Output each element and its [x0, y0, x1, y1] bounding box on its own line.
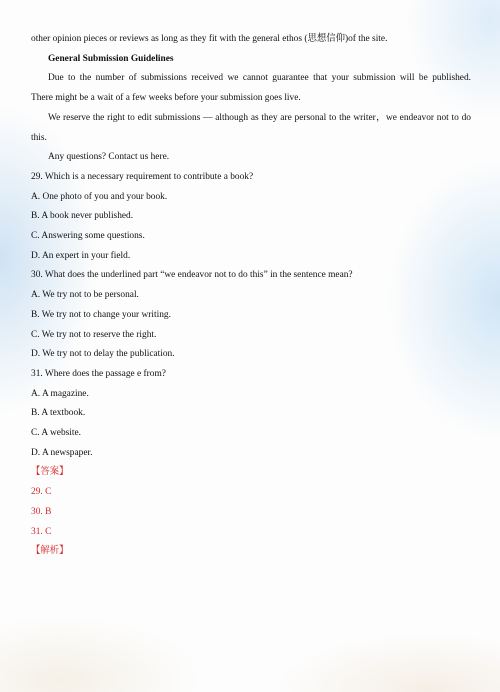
document-body	[31, 30, 471, 562]
option-c: C. A website.	[31, 428, 81, 439]
question-29	[31, 168, 471, 267]
answer-heading: 【答案】	[31, 467, 69, 478]
option-a: A. A magazine.	[31, 388, 89, 399]
question-31	[31, 365, 471, 464]
option-d: D. An expert in your field.	[31, 250, 131, 261]
option-d: D. We try not to delay the publication.	[31, 349, 175, 360]
answer-item: 29. C	[31, 487, 52, 498]
paragraph-3: Any questions? Contact us here.	[48, 152, 170, 163]
question-stem: 30. What does the underlined part “we endeavor not to do this” in the sentence mean?	[31, 270, 353, 281]
answer-section	[31, 463, 471, 562]
option-b: B. We try not to change your writing.	[31, 309, 171, 320]
question-stem: 31. Where does the passage e from?	[31, 368, 166, 379]
passage-intro-line: other opinion pieces or reviews as long as they fit with the general ethos (思想信仰)of the site.	[31, 34, 388, 44]
guidelines-heading: General Submission Guidelines	[48, 53, 174, 64]
paragraph-1-line-2: There might be a wait of a few weeks before your submission goes live.	[31, 93, 301, 104]
paragraph-2-line-1: We reserve the right to edit submissions — although as they are personal to the writer，we endeavor not to do	[48, 112, 471, 123]
option-a: A. One photo of you and your book.	[31, 191, 168, 202]
answer-item: 31. C	[31, 526, 52, 537]
analysis-heading: 【解析】	[31, 546, 69, 557]
question-stem: 29. Which is a necessary requirement to contribute a book?	[31, 171, 254, 182]
paragraph-1-line-1: Due to the number of submissions received we cannot guarantee that your submission will be published.	[48, 73, 471, 84]
option-c: C. We try not to reserve the right.	[31, 329, 157, 340]
paragraph-2-line-2: this.	[31, 132, 47, 143]
option-a: A. We try not to be personal.	[31, 290, 139, 301]
option-b: B. A textbook.	[31, 408, 86, 419]
question-30	[31, 266, 471, 365]
option-c: C. Answering some questions.	[31, 231, 145, 242]
option-d: D. A newspaper.	[31, 447, 93, 458]
option-b: B. A book never published.	[31, 211, 134, 222]
answer-item: 30. B	[31, 506, 52, 517]
